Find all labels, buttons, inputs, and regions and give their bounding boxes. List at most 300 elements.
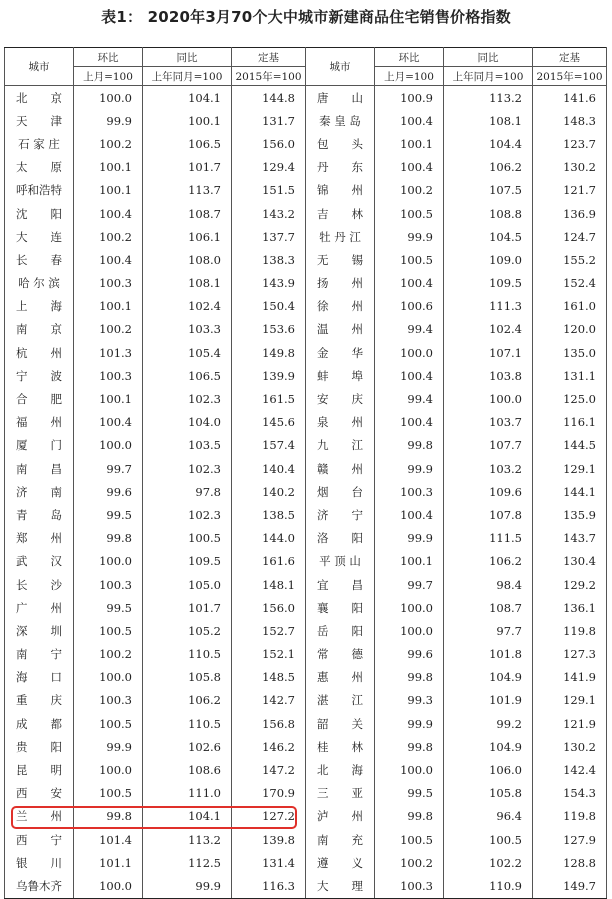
- fixed-cell: 148.1: [232, 573, 306, 596]
- yoy-cell: 101.7: [143, 156, 232, 179]
- table-row: [5, 874, 607, 898]
- table-row: [5, 109, 607, 132]
- city-cell-right: 温 州: [306, 318, 375, 341]
- mom-cell-right: 99.6: [375, 643, 444, 666]
- city-cell-right: 宜 昌: [306, 573, 375, 596]
- fixed-cell: 129.4: [232, 156, 306, 179]
- city-cell-right: 扬 州: [306, 272, 375, 295]
- yoy-cell-right: 111.3: [444, 295, 533, 318]
- table-row: [5, 480, 607, 503]
- table-row: [5, 86, 607, 110]
- mom-cell-right: 100.6: [375, 295, 444, 318]
- city-cell: 杭 州: [5, 341, 74, 364]
- mom-cell-right: 99.8: [375, 735, 444, 758]
- header-fixed-base: 2015年=100: [232, 67, 306, 86]
- city-cell: 武 汉: [5, 550, 74, 573]
- city-cell: 南 宁: [5, 643, 74, 666]
- fixed-cell: 152.7: [232, 619, 306, 642]
- mom-cell: 100.4: [74, 411, 143, 434]
- city-cell-right: 遵 义: [306, 851, 375, 874]
- yoy-cell: 104.0: [143, 411, 232, 434]
- table-row: [5, 712, 607, 735]
- city-cell-right: 烟 台: [306, 480, 375, 503]
- mom-cell-right: 99.9: [375, 457, 444, 480]
- city-cell-right: 桂 林: [306, 735, 375, 758]
- fixed-cell-right: 155.2: [533, 248, 607, 271]
- table-title: 表1： 2020年3月70个大中城市新建商品住宅销售价格指数: [101, 8, 511, 26]
- yoy-cell-right: 107.7: [444, 434, 533, 457]
- city-cell: 兰 州: [5, 805, 74, 828]
- city-cell: 成 都: [5, 712, 74, 735]
- fixed-cell-right: 120.0: [533, 318, 607, 341]
- mom-cell: 99.9: [74, 109, 143, 132]
- city-cell-right: 南 充: [306, 828, 375, 851]
- fixed-cell-right: 130.4: [533, 550, 607, 573]
- yoy-cell: 105.4: [143, 341, 232, 364]
- city-cell: 昆 明: [5, 758, 74, 781]
- city-cell-right: 惠 州: [306, 666, 375, 689]
- fixed-cell-right: 129.1: [533, 689, 607, 712]
- yoy-cell-right: 104.9: [444, 666, 533, 689]
- mom-cell: 100.1: [74, 295, 143, 318]
- header-city-right: 城市: [306, 48, 375, 86]
- city-cell: 重 庆: [5, 689, 74, 712]
- fixed-cell-right: 136.1: [533, 596, 607, 619]
- mom-cell: 100.1: [74, 156, 143, 179]
- city-cell-right: 北 海: [306, 758, 375, 781]
- mom-cell: 100.0: [74, 86, 143, 110]
- yoy-cell: 108.7: [143, 202, 232, 225]
- table-body: [5, 86, 607, 899]
- yoy-cell-right: 101.9: [444, 689, 533, 712]
- fixed-cell-right: 143.7: [533, 527, 607, 550]
- yoy-cell: 104.1: [143, 86, 232, 110]
- yoy-cell: 102.3: [143, 503, 232, 526]
- mom-cell-right: 100.2: [375, 179, 444, 202]
- city-cell-right: 常 德: [306, 643, 375, 666]
- city-cell-right: 韶 关: [306, 712, 375, 735]
- mom-cell: 100.2: [74, 643, 143, 666]
- fixed-cell: 146.2: [232, 735, 306, 758]
- fixed-cell: 137.7: [232, 225, 306, 248]
- city-cell-right: 湛 江: [306, 689, 375, 712]
- header-yoy-right: 同比: [444, 48, 533, 67]
- fixed-cell-right: 130.2: [533, 156, 607, 179]
- mom-cell-right: 100.1: [375, 550, 444, 573]
- table-row: [5, 643, 607, 666]
- fixed-cell-right: 125.0: [533, 387, 607, 410]
- mom-cell: 100.3: [74, 573, 143, 596]
- yoy-cell: 101.7: [143, 596, 232, 619]
- fixed-cell-right: 119.8: [533, 805, 607, 828]
- yoy-cell-right: 104.5: [444, 225, 533, 248]
- table-row: [5, 434, 607, 457]
- fixed-cell-right: 129.2: [533, 573, 607, 596]
- yoy-cell-right: 109.0: [444, 248, 533, 271]
- yoy-cell: 100.5: [143, 527, 232, 550]
- yoy-cell: 97.8: [143, 480, 232, 503]
- yoy-cell: 110.5: [143, 643, 232, 666]
- table-row: [5, 248, 607, 271]
- header-fixed: 定基: [232, 48, 306, 67]
- fixed-cell: 116.3: [232, 874, 306, 898]
- fixed-cell-right: 131.1: [533, 364, 607, 387]
- table-row: [5, 851, 607, 874]
- yoy-cell: 110.5: [143, 712, 232, 735]
- city-cell: 南 昌: [5, 457, 74, 480]
- mom-cell: 100.0: [74, 874, 143, 898]
- yoy-cell: 113.7: [143, 179, 232, 202]
- fixed-cell-right: 161.0: [533, 295, 607, 318]
- mom-cell-right: 100.4: [375, 411, 444, 434]
- mom-cell-right: 100.0: [375, 619, 444, 642]
- mom-cell: 101.1: [74, 851, 143, 874]
- fixed-cell-right: 123.7: [533, 132, 607, 155]
- mom-cell-right: 100.5: [375, 248, 444, 271]
- fixed-cell: 156.0: [232, 596, 306, 619]
- fixed-cell: 150.4: [232, 295, 306, 318]
- fixed-cell-right: 141.6: [533, 86, 607, 110]
- mom-cell-right: 99.3: [375, 689, 444, 712]
- header-mom: 环比: [74, 48, 143, 67]
- fixed-cell: 147.2: [232, 758, 306, 781]
- fixed-cell: 143.9: [232, 272, 306, 295]
- yoy-cell-right: 104.9: [444, 735, 533, 758]
- table-row: [5, 272, 607, 295]
- mom-cell-right: 100.4: [375, 109, 444, 132]
- yoy-cell-right: 102.4: [444, 318, 533, 341]
- mom-cell-right: 100.0: [375, 758, 444, 781]
- fixed-cell: 140.4: [232, 457, 306, 480]
- mom-cell: 100.0: [74, 434, 143, 457]
- city-cell-right: 襄 阳: [306, 596, 375, 619]
- mom-cell: 99.8: [74, 805, 143, 828]
- fixed-cell-right: 149.7: [533, 874, 607, 898]
- table-row: [5, 828, 607, 851]
- table-header: [5, 48, 607, 86]
- table-row: [5, 689, 607, 712]
- mom-cell-right: 100.0: [375, 341, 444, 364]
- city-cell: 广 州: [5, 596, 74, 619]
- yoy-cell: 113.2: [143, 828, 232, 851]
- fixed-cell-right: 136.9: [533, 202, 607, 225]
- yoy-cell-right: 97.7: [444, 619, 533, 642]
- city-cell: 西 宁: [5, 828, 74, 851]
- city-cell-right: 包 头: [306, 132, 375, 155]
- mom-cell: 100.0: [74, 758, 143, 781]
- yoy-cell-right: 109.6: [444, 480, 533, 503]
- table-row: [5, 295, 607, 318]
- city-cell: 贵 阳: [5, 735, 74, 758]
- mom-cell: 100.0: [74, 550, 143, 573]
- yoy-cell-right: 106.0: [444, 758, 533, 781]
- header-city: 城市: [5, 48, 74, 86]
- yoy-cell-right: 106.2: [444, 156, 533, 179]
- fixed-cell-right: 128.8: [533, 851, 607, 874]
- mom-cell-right: 99.9: [375, 712, 444, 735]
- yoy-cell: 106.1: [143, 225, 232, 248]
- fixed-cell-right: 124.7: [533, 225, 607, 248]
- city-cell: 呼和浩特: [5, 179, 74, 202]
- table-row: [5, 411, 607, 434]
- city-cell-right: 泸 州: [306, 805, 375, 828]
- fixed-cell-right: 129.1: [533, 457, 607, 480]
- city-cell: 石 家 庄: [5, 132, 74, 155]
- yoy-cell: 105.0: [143, 573, 232, 596]
- fixed-cell-right: 152.4: [533, 272, 607, 295]
- yoy-cell-right: 101.8: [444, 643, 533, 666]
- yoy-cell-right: 111.5: [444, 527, 533, 550]
- fixed-cell: 131.4: [232, 851, 306, 874]
- yoy-cell: 108.0: [143, 248, 232, 271]
- fixed-cell: 138.3: [232, 248, 306, 271]
- city-cell: 上 海: [5, 295, 74, 318]
- yoy-cell: 106.5: [143, 132, 232, 155]
- fixed-cell: 153.6: [232, 318, 306, 341]
- yoy-cell-right: 107.8: [444, 503, 533, 526]
- city-cell: 宁 波: [5, 364, 74, 387]
- table-row: [5, 318, 607, 341]
- table-row: [5, 503, 607, 526]
- mom-cell-right: 100.3: [375, 874, 444, 898]
- fixed-cell: 142.7: [232, 689, 306, 712]
- table-row: [5, 666, 607, 689]
- fixed-cell: 127.2: [232, 805, 306, 828]
- fixed-cell: 144.8: [232, 86, 306, 110]
- table-row: [5, 132, 607, 155]
- mom-cell: 100.1: [74, 387, 143, 410]
- yoy-cell: 109.5: [143, 550, 232, 573]
- table-row: [5, 550, 607, 573]
- mom-cell: 99.9: [74, 735, 143, 758]
- city-cell: 深 圳: [5, 619, 74, 642]
- mom-cell: 100.0: [74, 666, 143, 689]
- yoy-cell-right: 103.7: [444, 411, 533, 434]
- mom-cell: 100.5: [74, 619, 143, 642]
- city-cell: 郑 州: [5, 527, 74, 550]
- yoy-cell-right: 103.2: [444, 457, 533, 480]
- yoy-cell: 103.5: [143, 434, 232, 457]
- city-cell-right: 安 庆: [306, 387, 375, 410]
- city-cell-right: 岳 阳: [306, 619, 375, 642]
- price-index-table: [4, 47, 607, 899]
- fixed-cell-right: 154.3: [533, 782, 607, 805]
- mom-cell: 99.8: [74, 527, 143, 550]
- header-yoy-base-right: 上年同月=100: [444, 67, 533, 86]
- yoy-cell: 100.1: [143, 109, 232, 132]
- city-cell: 乌鲁木齐: [5, 874, 74, 898]
- city-cell-right: 徐 州: [306, 295, 375, 318]
- yoy-cell-right: 96.4: [444, 805, 533, 828]
- fixed-cell: 170.9: [232, 782, 306, 805]
- mom-cell: 99.7: [74, 457, 143, 480]
- fixed-cell-right: 148.3: [533, 109, 607, 132]
- header-mom-base-right: 上月=100: [375, 67, 444, 86]
- city-cell-right: 吉 林: [306, 202, 375, 225]
- mom-cell: 100.1: [74, 179, 143, 202]
- city-cell: 济 南: [5, 480, 74, 503]
- fixed-cell-right: 127.3: [533, 643, 607, 666]
- yoy-cell: 102.3: [143, 457, 232, 480]
- fixed-cell: 139.8: [232, 828, 306, 851]
- mom-cell-right: 100.0: [375, 596, 444, 619]
- city-cell: 南 京: [5, 318, 74, 341]
- yoy-cell: 104.1: [143, 805, 232, 828]
- mom-cell-right: 100.4: [375, 503, 444, 526]
- fixed-cell-right: 142.4: [533, 758, 607, 781]
- city-cell: 长 春: [5, 248, 74, 271]
- yoy-cell-right: 100.5: [444, 828, 533, 851]
- table-row: [5, 202, 607, 225]
- yoy-cell: 103.3: [143, 318, 232, 341]
- city-cell-right: 无 锡: [306, 248, 375, 271]
- yoy-cell-right: 107.1: [444, 341, 533, 364]
- city-cell: 哈 尔 滨: [5, 272, 74, 295]
- yoy-cell: 108.6: [143, 758, 232, 781]
- city-cell: 长 沙: [5, 573, 74, 596]
- city-cell-right: 大 理: [306, 874, 375, 898]
- mom-cell-right: 99.9: [375, 225, 444, 248]
- mom-cell: 99.5: [74, 503, 143, 526]
- mom-cell-right: 99.8: [375, 805, 444, 828]
- header-yoy: 同比: [143, 48, 232, 67]
- fixed-cell: 161.5: [232, 387, 306, 410]
- fixed-cell: 143.2: [232, 202, 306, 225]
- yoy-cell: 106.5: [143, 364, 232, 387]
- mom-cell: 99.6: [74, 480, 143, 503]
- fixed-cell-right: 135.0: [533, 341, 607, 364]
- mom-cell: 100.3: [74, 364, 143, 387]
- fixed-cell-right: 127.9: [533, 828, 607, 851]
- yoy-cell: 102.3: [143, 387, 232, 410]
- mom-cell: 100.5: [74, 782, 143, 805]
- fixed-cell: 139.9: [232, 364, 306, 387]
- city-cell-right: 洛 阳: [306, 527, 375, 550]
- yoy-cell-right: 108.1: [444, 109, 533, 132]
- header-mom-base: 上月=100: [74, 67, 143, 86]
- table-row: [5, 225, 607, 248]
- mom-cell: 100.4: [74, 202, 143, 225]
- yoy-cell-right: 108.8: [444, 202, 533, 225]
- fixed-cell-right: 119.8: [533, 619, 607, 642]
- city-cell: 大 连: [5, 225, 74, 248]
- fixed-cell-right: 121.9: [533, 712, 607, 735]
- table-row: [5, 735, 607, 758]
- yoy-cell-right: 109.5: [444, 272, 533, 295]
- fixed-cell: 145.6: [232, 411, 306, 434]
- fixed-cell-right: 135.9: [533, 503, 607, 526]
- city-cell: 天 津: [5, 109, 74, 132]
- yoy-cell: 102.6: [143, 735, 232, 758]
- yoy-cell: 111.0: [143, 782, 232, 805]
- mom-cell: 101.4: [74, 828, 143, 851]
- fixed-cell: 152.1: [232, 643, 306, 666]
- mom-cell: 100.2: [74, 318, 143, 341]
- city-cell: 海 口: [5, 666, 74, 689]
- yoy-cell-right: 99.2: [444, 712, 533, 735]
- header-fixed-right: 定基: [533, 48, 607, 67]
- yoy-cell: 112.5: [143, 851, 232, 874]
- city-cell-right: 赣 州: [306, 457, 375, 480]
- table-row: [5, 758, 607, 781]
- yoy-cell: 99.9: [143, 874, 232, 898]
- mom-cell: 100.5: [74, 712, 143, 735]
- fixed-cell-right: 144.1: [533, 480, 607, 503]
- yoy-cell-right: 104.4: [444, 132, 533, 155]
- fixed-cell-right: 116.1: [533, 411, 607, 434]
- city-cell-right: 九 江: [306, 434, 375, 457]
- fixed-cell: 151.5: [232, 179, 306, 202]
- table-row: [5, 387, 607, 410]
- city-cell-right: 秦 皇 岛: [306, 109, 375, 132]
- fixed-cell-right: 121.7: [533, 179, 607, 202]
- yoy-cell-right: 105.8: [444, 782, 533, 805]
- mom-cell-right: 99.4: [375, 387, 444, 410]
- mom-cell-right: 99.7: [375, 573, 444, 596]
- header-mom-right: 环比: [375, 48, 444, 67]
- mom-cell-right: 100.3: [375, 480, 444, 503]
- fixed-cell: 138.5: [232, 503, 306, 526]
- mom-cell-right: 100.9: [375, 86, 444, 110]
- table-row: [5, 805, 607, 828]
- city-cell: 合 肥: [5, 387, 74, 410]
- mom-cell-right: 100.4: [375, 156, 444, 179]
- fixed-cell: 144.0: [232, 527, 306, 550]
- fixed-cell: 156.8: [232, 712, 306, 735]
- header-yoy-base: 上年同月=100: [143, 67, 232, 86]
- city-cell: 青 岛: [5, 503, 74, 526]
- yoy-cell: 105.2: [143, 619, 232, 642]
- city-cell: 沈 阳: [5, 202, 74, 225]
- mom-cell-right: 100.5: [375, 202, 444, 225]
- mom-cell: 101.3: [74, 341, 143, 364]
- city-cell-right: 锦 州: [306, 179, 375, 202]
- table-row: [5, 782, 607, 805]
- table-row: [5, 179, 607, 202]
- fixed-cell: 156.0: [232, 132, 306, 155]
- fixed-cell: 131.7: [232, 109, 306, 132]
- mom-cell: 100.2: [74, 225, 143, 248]
- table-row: [5, 156, 607, 179]
- fixed-cell: 149.8: [232, 341, 306, 364]
- city-cell-right: 泉 州: [306, 411, 375, 434]
- city-cell-right: 平 顶 山: [306, 550, 375, 573]
- mom-cell: 100.3: [74, 689, 143, 712]
- yoy-cell-right: 110.9: [444, 874, 533, 898]
- fixed-cell: 140.2: [232, 480, 306, 503]
- city-cell: 银 川: [5, 851, 74, 874]
- mom-cell-right: 99.5: [375, 782, 444, 805]
- mom-cell: 100.4: [74, 248, 143, 271]
- header-fixed-base-right: 2015年=100: [533, 67, 607, 86]
- table-row: [5, 457, 607, 480]
- city-cell-right: 济 宁: [306, 503, 375, 526]
- yoy-cell: 102.4: [143, 295, 232, 318]
- fixed-cell: 161.6: [232, 550, 306, 573]
- table-row: [5, 341, 607, 364]
- table-row: [5, 619, 607, 642]
- mom-cell-right: 100.4: [375, 364, 444, 387]
- city-cell-right: 蚌 埠: [306, 364, 375, 387]
- yoy-cell: 106.2: [143, 689, 232, 712]
- yoy-cell-right: 107.5: [444, 179, 533, 202]
- yoy-cell-right: 100.0: [444, 387, 533, 410]
- city-cell: 福 州: [5, 411, 74, 434]
- mom-cell: 99.5: [74, 596, 143, 619]
- city-cell-right: 金 华: [306, 341, 375, 364]
- table-row: [5, 364, 607, 387]
- yoy-cell: 108.1: [143, 272, 232, 295]
